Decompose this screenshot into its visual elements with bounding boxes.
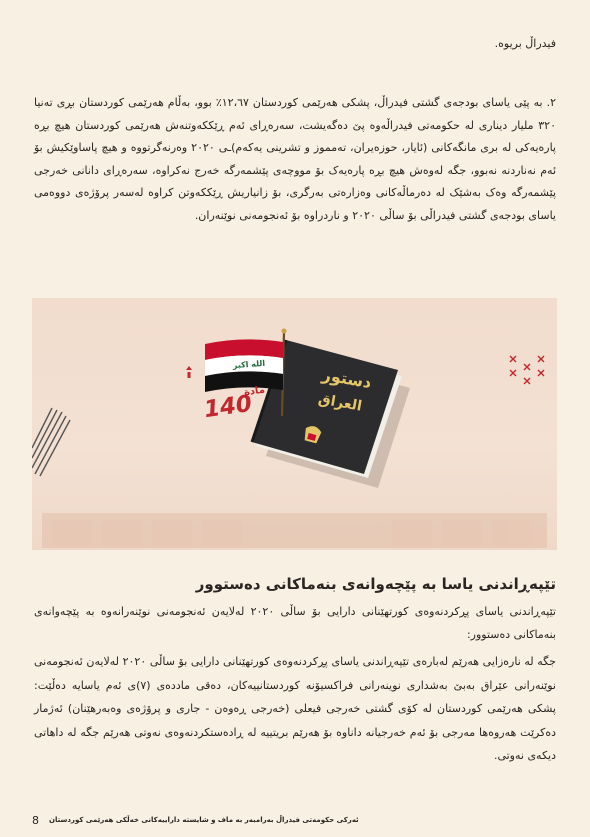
- paragraph-2: تێپەڕاندنی یاسای پڕکردنەوەی کورتهێنانی دارایی بۆ ساڵی ٢٠٢٠ لەلایەن ئەنجومەنی نوێنەرانەوە بە پێچەوانەی بنەماکانی دەستوور:: [34, 605, 556, 641]
- small-arrow-icon: [186, 366, 192, 378]
- book-title-line2: العراق: [316, 391, 364, 415]
- constitution-illustration: [32, 298, 557, 550]
- cross-marks-icon: [510, 356, 544, 384]
- article-word: مادة: [243, 384, 266, 399]
- article-number: 140: [202, 390, 254, 424]
- flag-takbir-text: الله اكبر: [232, 358, 266, 371]
- footer-title: ئەرکی حکومەتی فیدراڵ بەرامبەر بە ماف و شایستە داراییەکانی خەڵکی هەرێمی کوردستان: [49, 816, 359, 824]
- page-number: 8: [32, 813, 39, 827]
- page-footer: [32, 812, 556, 828]
- hatch-decoration-icon: [32, 408, 70, 476]
- top-line: فیدراڵ بریوە.: [494, 37, 556, 50]
- book-title-line1: دستور: [320, 364, 373, 393]
- paragraph-3: جگە لە نارەزایی هەرێم لەبارەی تێپەڕاندنی یاسای پڕکردنەوەی کورتهێنانی دارایی بۆ ساڵی ٢٠٢٠ لەلایەن ئەنجومەنی نوێنەرانی عێراق بەبێ بەشداری نوینەرانی فراکسیۆنە کوردستانییەکان، دەقی ماددەی (٧)ی ئەم یاسایە دەڵێت: پشکی هەرێمی کوردستان لە کۆی گشتی خەرجی فیعلی (خەرجی ڕەوەن - جاری و پرۆژەی وەبەرهێنان) ئەژمار دەکرێت هەروەها مەرجی بۆ ئەم خەرجیانە داناوە بۆ هەرێم بریتییە لە ڕادەستکردنەوەی نەوتی هەرێم جگە لە داهاتی دیکەی نەوتی.: [34, 655, 556, 762]
- paragraph-1: ٢. بە پێی یاسای بودجەی گشتی فیدراڵ، پشکی هەرێمی کوردستان ١٢،٦٧٪ بوو، بەڵام هەرێمی کوردستان بڕی تەنیا ٣٢٠ ملیار دیناری لە حکومەتی فیدراڵەوە پێ دەگەیشت، سەرەڕای ئەم ڕێککەوتنەش هەرێمی کوردستان هیچ بڕە پارەیەکی لە بری مانگەکانی (ئایار، حوزەیران، تەمموز و تشرینی یەکەم)ـی ٢٠٢٠ وەرنەگرتووە و هیچ پاساوێکیش بۆ ئەم نەناردنە نەبوو، جگە لەوەش هیچ بڕە پارەیەک بۆ مووچەی پێشمەرگە خەرج نەکراوە، سەرەڕای دانانی خەرجی پێشمەرگە وەک بەشێک لە دەرماڵەکانی وەزارەتی بەرگری، بۆ زانیاریش ڕێککەوتن کراوە لەسەر پرۆژەی دووەمی یاسای بودجەی گشتی فیدراڵی بۆ ساڵی ٢٠٢٠ و ناردراوە بۆ ئەنجومەنی نوێنەران.: [34, 96, 556, 222]
- section-heading: تێپەڕاندنی یاسا بە پێچەوانەی بنەماکانی دەستوور: [195, 575, 556, 593]
- illustration-graphic: [32, 298, 557, 550]
